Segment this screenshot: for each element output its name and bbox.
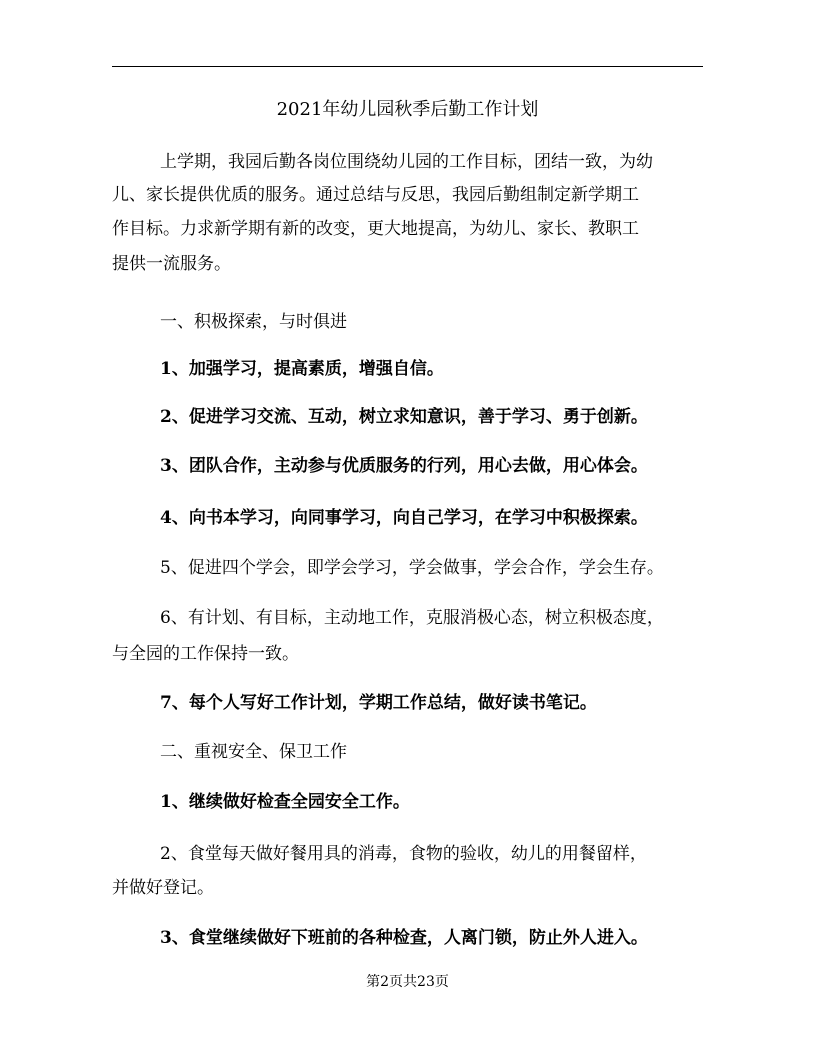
intro-line-1: 上学期，我园后勤各岗位围绕幼儿园的工作目标，团结一致，为幼 <box>160 152 653 172</box>
section2-item-2-line-1: 2、食堂每天做好餐用具的消毒，食物的验收，幼儿的用餐留样， <box>160 844 647 864</box>
section2-item-2-line-2: 并做好登记。 <box>112 878 214 898</box>
section2-heading: 二、重视安全、保卫工作 <box>160 742 347 762</box>
intro-line-3: 作目标。力求新学期有新的改变，更大地提高，为幼儿、家长、教职工 <box>112 219 639 239</box>
section1-item-1: 1、加强学习，提高素质，增强自信。 <box>160 359 444 379</box>
section2-item-3: 3、食堂继续做好下班前的各种检查，人离门锁，防止外人进入。 <box>160 928 648 948</box>
page-footer: 第2页共23页 <box>366 974 449 990</box>
intro-line-4: 提供一流服务。 <box>112 254 231 274</box>
section1-item-6-line-2: 与全园的工作保持一致。 <box>112 644 299 664</box>
section1-item-6-line-1: 6、有计划、有目标，主动地工作，克服消极心态，树立积极态度， <box>160 608 664 628</box>
section1-item-4: 4、向书本学习，向同事学习，向自己学习，在学习中积极探索。 <box>160 508 648 528</box>
section1-item-2: 2、促进学习交流、互动，树立求知意识，善于学习、勇于创新。 <box>160 407 648 427</box>
document-title: 2021年幼儿园秋季后勤工作计划 <box>276 99 539 120</box>
intro-line-2: 儿、家长提供优质的服务。通过总结与反思，我园后勤组制定新学期工 <box>112 185 639 205</box>
section1-heading: 一、积极探索，与时俱进 <box>160 312 347 332</box>
section1-item-3: 3、团队合作，主动参与优质服务的行列，用心去做，用心体会。 <box>160 456 648 476</box>
section2-item-1: 1、继续做好检查全园安全工作。 <box>160 792 410 812</box>
section1-item-5: 5、促进四个学会，即学会学习，学会做事，学会合作，学会生存。 <box>160 558 664 578</box>
section1-item-7: 7、每个人写好工作计划，学期工作总结，做好读书笔记。 <box>160 693 597 713</box>
header-rule <box>112 66 703 67</box>
